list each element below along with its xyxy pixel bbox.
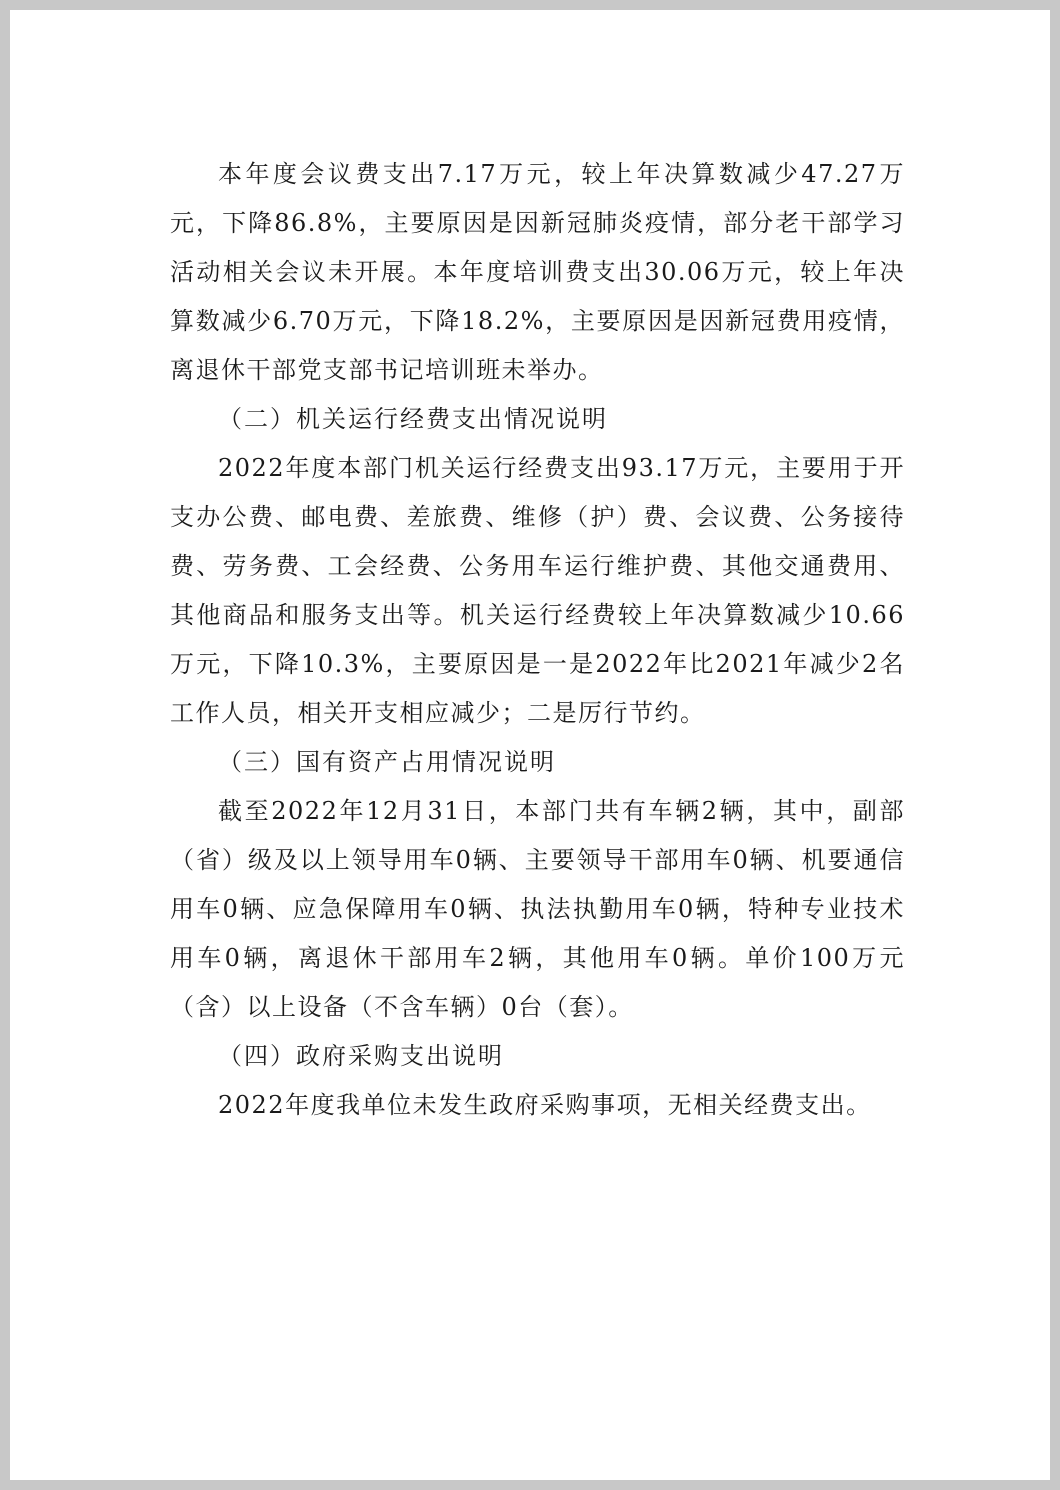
section-heading-state-assets: （三）国有资产占用情况说明 [218, 748, 556, 776]
paragraph-operating-expenses: 2022年度本部门机关运行经费支出93.17万元，主要用于开支办公费、邮电费、差旅费、维修（护）费、会议费、公务接待费、劳务费、工会经费、公务用车运行维护费、其他交通费用、其他商品和服务支出等。机关运行经费较上年决算数减少10.66万元，下降10.3%，主要原因是一是2022年比2021年减少2名工作人员，相关开支相应减少；二是厉行节约。 [170, 454, 905, 727]
paragraph-state-assets: 截至2022年12月31日，本部门共有车辆2辆，其中，副部（省）级及以上领导用车0辆、主要领导干部用车0辆、机要通信用车0辆、应急保障用车0辆、执法执勤用车0辆，特种专业技术用车0辆，离退休干部用车2辆，其他用车0辆。单价100万元（含）以上设备（不含车辆）0台（套）。 [170, 797, 905, 1021]
document-page [10, 10, 1050, 1480]
section-heading-procurement: （四）政府采购支出说明 [218, 1042, 504, 1070]
section-heading-operating-expenses: （二）机关运行经费支出情况说明 [218, 405, 608, 433]
paragraph-meeting-training-fees: 本年度会议费支出7.17万元，较上年决算数减少47.27万元，下降86.8%，主要原因是因新冠肺炎疫情，部分老干部学习活动相关会议未开展。本年度培训费支出30.06万元，较上年决算数减少6.70万元，下降18.2%，主要原因是因新冠费用疫情，离退休干部党支部书记培训班未举办。 [170, 160, 905, 384]
document-body [170, 150, 905, 1130]
paragraph-procurement: 2022年度我单位未发生政府采购事项，无相关经费支出。 [218, 1091, 872, 1119]
